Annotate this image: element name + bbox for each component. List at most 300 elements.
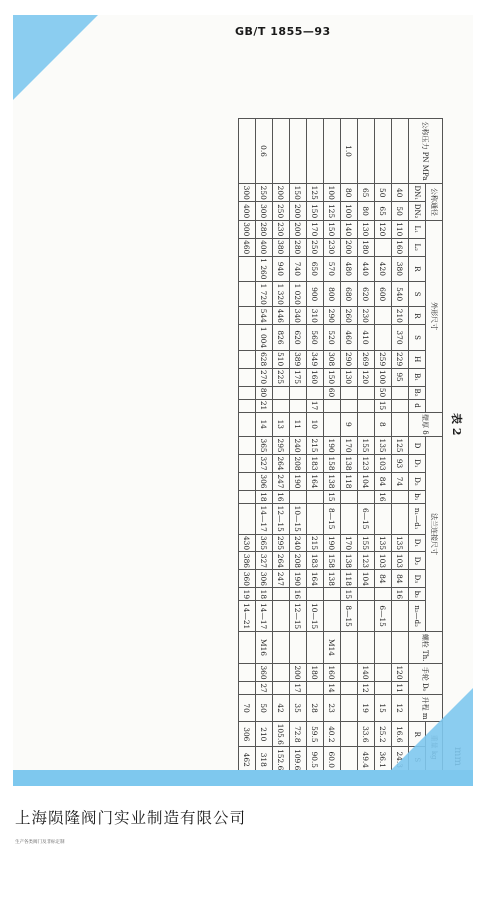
row-cell: [392, 601, 409, 632]
row-cell: 440: [358, 256, 375, 281]
header-inlet-col: D₁: [409, 455, 426, 473]
row-cell: 10—15: [290, 503, 307, 534]
row-cell: 103: [392, 552, 409, 570]
row-cell: 1 004: [256, 325, 273, 350]
row-cell: 295: [273, 437, 290, 455]
row-cell: 18: [256, 490, 273, 503]
row-cell: [239, 455, 256, 473]
row-cell: 19: [239, 588, 256, 601]
row-cell: 104: [358, 472, 375, 490]
row-cell: [290, 399, 307, 412]
row-cell: 12: [392, 695, 409, 722]
row-cell: 260: [341, 307, 358, 325]
row-cell: 104: [358, 570, 375, 588]
bottom-accent-band: [13, 770, 473, 786]
row-cell: [239, 472, 256, 490]
row-cell: 17: [307, 399, 324, 412]
row-cell: 152.6: [273, 747, 290, 773]
row-cell: 520: [324, 325, 341, 350]
row-cell: 280: [256, 220, 273, 238]
row-cell: 190: [290, 570, 307, 588]
row-cell: 306: [239, 722, 256, 747]
row-cell: 118: [341, 570, 358, 588]
row-cell: 12: [358, 682, 375, 695]
row-cell: 1 320: [273, 282, 290, 307]
row-dn1: 200: [273, 184, 290, 202]
row-cell: [239, 386, 256, 399]
row-cell: [273, 601, 290, 632]
row-cell: 18: [256, 588, 273, 601]
row-cell: 410: [358, 325, 375, 350]
row-cell: 446: [273, 307, 290, 325]
header-b1: B₁: [409, 368, 426, 386]
row-cell: 109.6: [290, 747, 307, 773]
row-cell: 135: [375, 534, 392, 552]
row-dn1: 50: [375, 184, 392, 202]
row-cell: 21: [256, 399, 273, 412]
row-cell: 17: [290, 682, 307, 695]
row-cell: [392, 631, 409, 663]
row-cell: [239, 399, 256, 412]
header-overall: 外形尺寸: [426, 220, 443, 412]
header-dn: 公称通径: [426, 184, 443, 221]
header-outlet-col: b₂: [409, 588, 426, 601]
row-cell: 230: [324, 238, 341, 256]
header-h: H: [409, 350, 426, 368]
header-flange: 法兰连接尺寸: [426, 437, 443, 632]
row-cell: 80: [256, 386, 273, 399]
row-cell: 380: [273, 238, 290, 256]
row-cell: [358, 631, 375, 663]
row-cell: 270: [256, 368, 273, 386]
row-cell: 164: [307, 472, 324, 490]
row-cell: [239, 325, 256, 350]
row-cell: 70: [239, 695, 256, 722]
row-cell: 150: [324, 220, 341, 238]
row-cell: [358, 490, 375, 503]
row-cell: 225: [273, 368, 290, 386]
row-cell: 138: [324, 472, 341, 490]
row-cell: 14: [256, 412, 273, 437]
row-cell: 28: [307, 695, 324, 722]
header-bolt: 螺栓 Th.: [409, 631, 443, 663]
row-cell: 16: [392, 588, 409, 601]
row-cell: 35: [290, 695, 307, 722]
header-l4-r: R: [409, 307, 426, 325]
row-cell: 327: [256, 455, 273, 473]
row-cell: 120: [392, 664, 409, 682]
row-cell: [273, 399, 290, 412]
row-cell: 269: [358, 350, 375, 368]
row-cell: [341, 386, 358, 399]
row-cell: 560: [307, 325, 324, 350]
row-cell: [273, 682, 290, 695]
row-cell: [307, 631, 324, 663]
table-row: [324, 119, 341, 773]
header-weight-r: R: [409, 722, 426, 747]
row-cell: 16: [290, 588, 307, 601]
row-cell: 300: [239, 220, 256, 238]
row-cell: [239, 412, 256, 437]
row-cell: 360: [256, 664, 273, 682]
row-cell: 306: [256, 570, 273, 588]
row-cell: 14: [324, 682, 341, 695]
header-inlet-col: n₁—d₁: [409, 503, 426, 534]
row-cell: 208: [290, 455, 307, 473]
row-cell: [375, 503, 392, 534]
row-cell: 16.6: [392, 722, 409, 747]
company-name: 上海陨隆阀门实业制造有限公司: [15, 809, 247, 827]
row-cell: 400: [256, 238, 273, 256]
row-cell: 680: [341, 282, 358, 307]
header-weight-s: S: [409, 747, 426, 773]
row-cell: 158: [324, 455, 341, 473]
row-cell: 264: [273, 552, 290, 570]
header-dn-col: DN₁: [409, 184, 426, 202]
header-l2: L₂: [409, 238, 426, 256]
row-cell: [341, 399, 358, 412]
row-cell: 103: [375, 455, 392, 473]
row-cell: [358, 386, 375, 399]
row-cell: 327: [256, 552, 273, 570]
row-cell: 140: [358, 664, 375, 682]
corner-decoration-bottom-right: [388, 688, 473, 773]
row-cell: 210: [256, 722, 273, 747]
row-cell: [341, 682, 358, 695]
row-cell: [324, 412, 341, 437]
row-cell: 620: [290, 325, 307, 350]
row-cell: 6—15: [358, 503, 375, 534]
row-cell: 14—17: [256, 601, 273, 632]
row-cell: 100: [375, 368, 392, 386]
row-cell: 800: [324, 282, 341, 307]
row-cell: 25.2: [375, 722, 392, 747]
row-cell: 23: [324, 695, 341, 722]
row-cell: [341, 490, 358, 503]
row-cell: 200: [290, 664, 307, 682]
row-cell: 6—15: [375, 601, 392, 632]
row-cell: [324, 399, 341, 412]
row-cell: 264: [273, 455, 290, 473]
header-inlet-col: D: [409, 437, 426, 455]
row-dn2: 200: [290, 202, 307, 220]
row-cell: 74: [392, 472, 409, 490]
row-cell: 138: [341, 552, 358, 570]
row-cell: 50: [375, 386, 392, 399]
row-cell: 12—15: [290, 601, 307, 632]
row-cell: 42: [273, 695, 290, 722]
row-cell: 229: [392, 350, 409, 368]
row-cell: 27: [256, 682, 273, 695]
row-cell: 15: [375, 399, 392, 412]
row-cell: 170: [341, 437, 358, 455]
row-cell: 155: [358, 437, 375, 455]
row-cell: 9: [341, 412, 358, 437]
row-cell: 15: [375, 695, 392, 722]
table-row: [392, 119, 409, 773]
rotated-table-sheet: [81, 113, 471, 778]
row-cell: [392, 399, 409, 412]
row-cell: [239, 256, 256, 281]
row-cell: 84: [375, 570, 392, 588]
row-cell: 230: [273, 220, 290, 238]
row-dn1: 150: [290, 184, 307, 202]
row-cell: 59.5: [307, 722, 324, 747]
row-cell: [239, 437, 256, 455]
table-title: 表 2: [450, 413, 463, 436]
header-inlet-col: D₂: [409, 472, 426, 490]
row-cell: [358, 601, 375, 632]
row-cell: 175: [290, 368, 307, 386]
row-pn: [375, 119, 392, 184]
header-wall: 壁厚 δ: [409, 412, 443, 437]
row-cell: 210: [392, 307, 409, 325]
row-cell: 389: [290, 350, 307, 368]
row-cell: 135: [392, 534, 409, 552]
row-cell: [375, 664, 392, 682]
header-dn-col: DN₂: [409, 202, 426, 220]
row-cell: M14: [324, 631, 341, 663]
header-handwheel: 手轮 D₀: [409, 664, 443, 695]
row-cell: 8—15: [341, 601, 358, 632]
row-dn2: 150: [307, 202, 324, 220]
row-cell: [392, 412, 409, 437]
row-cell: 155: [358, 534, 375, 552]
header-weight: 重量 kg: [426, 722, 443, 773]
row-cell: [341, 722, 358, 747]
row-cell: [341, 631, 358, 663]
row-cell: 60: [324, 386, 341, 399]
row-cell: 49.4: [358, 747, 375, 773]
row-cell: 570: [324, 256, 341, 281]
dimension-table: [238, 118, 443, 773]
header-d: d: [409, 399, 426, 412]
row-cell: [324, 588, 341, 601]
row-cell: M16: [256, 631, 273, 663]
row-cell: 19: [358, 695, 375, 722]
row-cell: 8: [375, 412, 392, 437]
table-row: [273, 119, 290, 773]
row-cell: 208: [290, 552, 307, 570]
row-pn: [307, 119, 324, 184]
row-pn: [273, 119, 290, 184]
row-cell: [375, 238, 392, 256]
row-cell: 420: [375, 256, 392, 281]
row-cell: [307, 682, 324, 695]
row-cell: [375, 325, 392, 350]
row-cell: 180: [307, 664, 324, 682]
row-cell: 50: [256, 695, 273, 722]
row-cell: 36.1: [375, 747, 392, 773]
row-cell: 14—17: [256, 503, 273, 534]
row-cell: [239, 307, 256, 325]
header-outlet-col: n₂—d₂: [409, 601, 426, 632]
row-cell: 240: [290, 437, 307, 455]
row-cell: 460: [341, 325, 358, 350]
row-cell: 600: [375, 282, 392, 307]
row-cell: 164: [307, 570, 324, 588]
row-cell: 295: [273, 534, 290, 552]
row-cell: [307, 588, 324, 601]
row-cell: 8—15: [324, 503, 341, 534]
row-cell: 250: [307, 238, 324, 256]
row-cell: [341, 747, 358, 773]
row-cell: 290: [341, 350, 358, 368]
row-cell: 10: [307, 412, 324, 437]
row-cell: 349: [307, 350, 324, 368]
row-dn2: 80: [358, 202, 375, 220]
row-cell: 95: [392, 368, 409, 386]
row-cell: 900: [307, 282, 324, 307]
row-pn: 0.6: [256, 119, 273, 184]
row-dn1: 125: [307, 184, 324, 202]
row-cell: 430: [239, 534, 256, 552]
row-cell: [375, 631, 392, 663]
header-outlet-col: D₁: [409, 534, 426, 552]
row-cell: 160: [307, 368, 324, 386]
row-dn2: 250: [273, 202, 290, 220]
row-dn1: 100: [324, 184, 341, 202]
row-cell: 93: [392, 455, 409, 473]
row-cell: 540: [392, 282, 409, 307]
row-cell: 190: [290, 472, 307, 490]
table-row: [341, 119, 358, 773]
row-cell: 13: [273, 412, 290, 437]
row-cell: 130: [341, 368, 358, 386]
row-cell: 360: [239, 570, 256, 588]
header-pn: 公称压力 PN MPa: [409, 119, 443, 184]
row-cell: 84: [375, 472, 392, 490]
row-cell: 1 260: [256, 256, 273, 281]
row-cell: 628: [256, 350, 273, 368]
header-l1: L₁: [409, 220, 426, 238]
row-cell: [307, 386, 324, 399]
row-cell: [307, 490, 324, 503]
row-cell: [392, 386, 409, 399]
row-cell: 103: [375, 552, 392, 570]
row-cell: 33.6: [358, 722, 375, 747]
row-cell: 240: [290, 534, 307, 552]
row-cell: 138: [324, 570, 341, 588]
row-cell: 110: [392, 220, 409, 238]
row-cell: 259: [375, 350, 392, 368]
unit-label: mm: [452, 747, 463, 766]
header-b2: B₂: [409, 386, 426, 399]
row-cell: 10—15: [307, 601, 324, 632]
row-cell: 170: [307, 220, 324, 238]
row-cell: [273, 386, 290, 399]
row-dn1: 80: [341, 184, 358, 202]
row-cell: [273, 631, 290, 663]
row-cell: 15: [341, 588, 358, 601]
row-pn: [324, 119, 341, 184]
row-dn2: 300: [256, 202, 273, 220]
table-row: [290, 119, 307, 773]
row-dn2: 100: [341, 202, 358, 220]
row-cell: [392, 503, 409, 534]
header-l3-r: R: [409, 256, 426, 281]
row-cell: 24.3: [392, 747, 409, 773]
standard-number: GB/T 1855—93: [235, 25, 331, 38]
row-cell: 290: [324, 307, 341, 325]
row-dn1: 65: [358, 184, 375, 202]
row-cell: 247: [273, 570, 290, 588]
row-cell: 118: [341, 472, 358, 490]
header-l3-s: S: [409, 282, 426, 307]
header-l4-s: S: [409, 325, 426, 350]
row-cell: 14—21: [239, 601, 256, 632]
row-cell: 138: [341, 455, 358, 473]
row-cell: [341, 503, 358, 534]
scanned-page: [13, 15, 473, 785]
row-cell: [290, 631, 307, 663]
row-dn1: 250: [256, 184, 273, 202]
row-cell: 940: [273, 256, 290, 281]
row-cell: 386: [239, 552, 256, 570]
row-cell: 72.8: [290, 722, 307, 747]
row-cell: 215: [307, 437, 324, 455]
row-cell: 16: [273, 490, 290, 503]
row-cell: 150: [324, 368, 341, 386]
row-cell: 105.6: [273, 722, 290, 747]
row-cell: 370: [392, 325, 409, 350]
row-cell: 230: [358, 307, 375, 325]
row-cell: [273, 664, 290, 682]
row-cell: 365: [256, 437, 273, 455]
row-cell: 1 720: [256, 282, 273, 307]
row-cell: [239, 503, 256, 534]
row-pn: [358, 119, 375, 184]
row-cell: [239, 368, 256, 386]
row-pn: [392, 119, 409, 184]
row-cell: 215: [307, 534, 324, 552]
row-cell: 140: [341, 220, 358, 238]
row-cell: 120: [358, 368, 375, 386]
row-cell: [239, 350, 256, 368]
header-lift: 升程 m: [409, 695, 443, 722]
row-cell: 60.0: [324, 747, 341, 773]
row-cell: 200: [341, 238, 358, 256]
row-cell: 200: [290, 220, 307, 238]
row-cell: 12—15: [273, 503, 290, 534]
row-cell: [341, 664, 358, 682]
row-dn2: 50: [392, 202, 409, 220]
row-dn1: 300: [239, 184, 256, 202]
row-cell: 183: [307, 552, 324, 570]
row-cell: 826: [273, 325, 290, 350]
row-cell: [239, 490, 256, 503]
row-cell: 180: [358, 238, 375, 256]
row-cell: 40.2: [324, 722, 341, 747]
row-cell: 380: [392, 256, 409, 281]
row-cell: 90.5: [307, 747, 324, 773]
row-cell: 620: [358, 282, 375, 307]
row-cell: [358, 412, 375, 437]
row-cell: 247: [273, 472, 290, 490]
row-cell: 308: [324, 350, 341, 368]
row-cell: 510: [273, 350, 290, 368]
row-cell: 460: [239, 238, 256, 256]
row-cell: 158: [324, 552, 341, 570]
row-cell: 160: [392, 238, 409, 256]
row-cell: 340: [290, 307, 307, 325]
row-cell: [290, 386, 307, 399]
row-cell: [273, 588, 290, 601]
header-outlet-col: D₂: [409, 552, 426, 570]
row-cell: 11: [392, 682, 409, 695]
row-cell: [307, 503, 324, 534]
row-cell: 462: [239, 747, 256, 773]
